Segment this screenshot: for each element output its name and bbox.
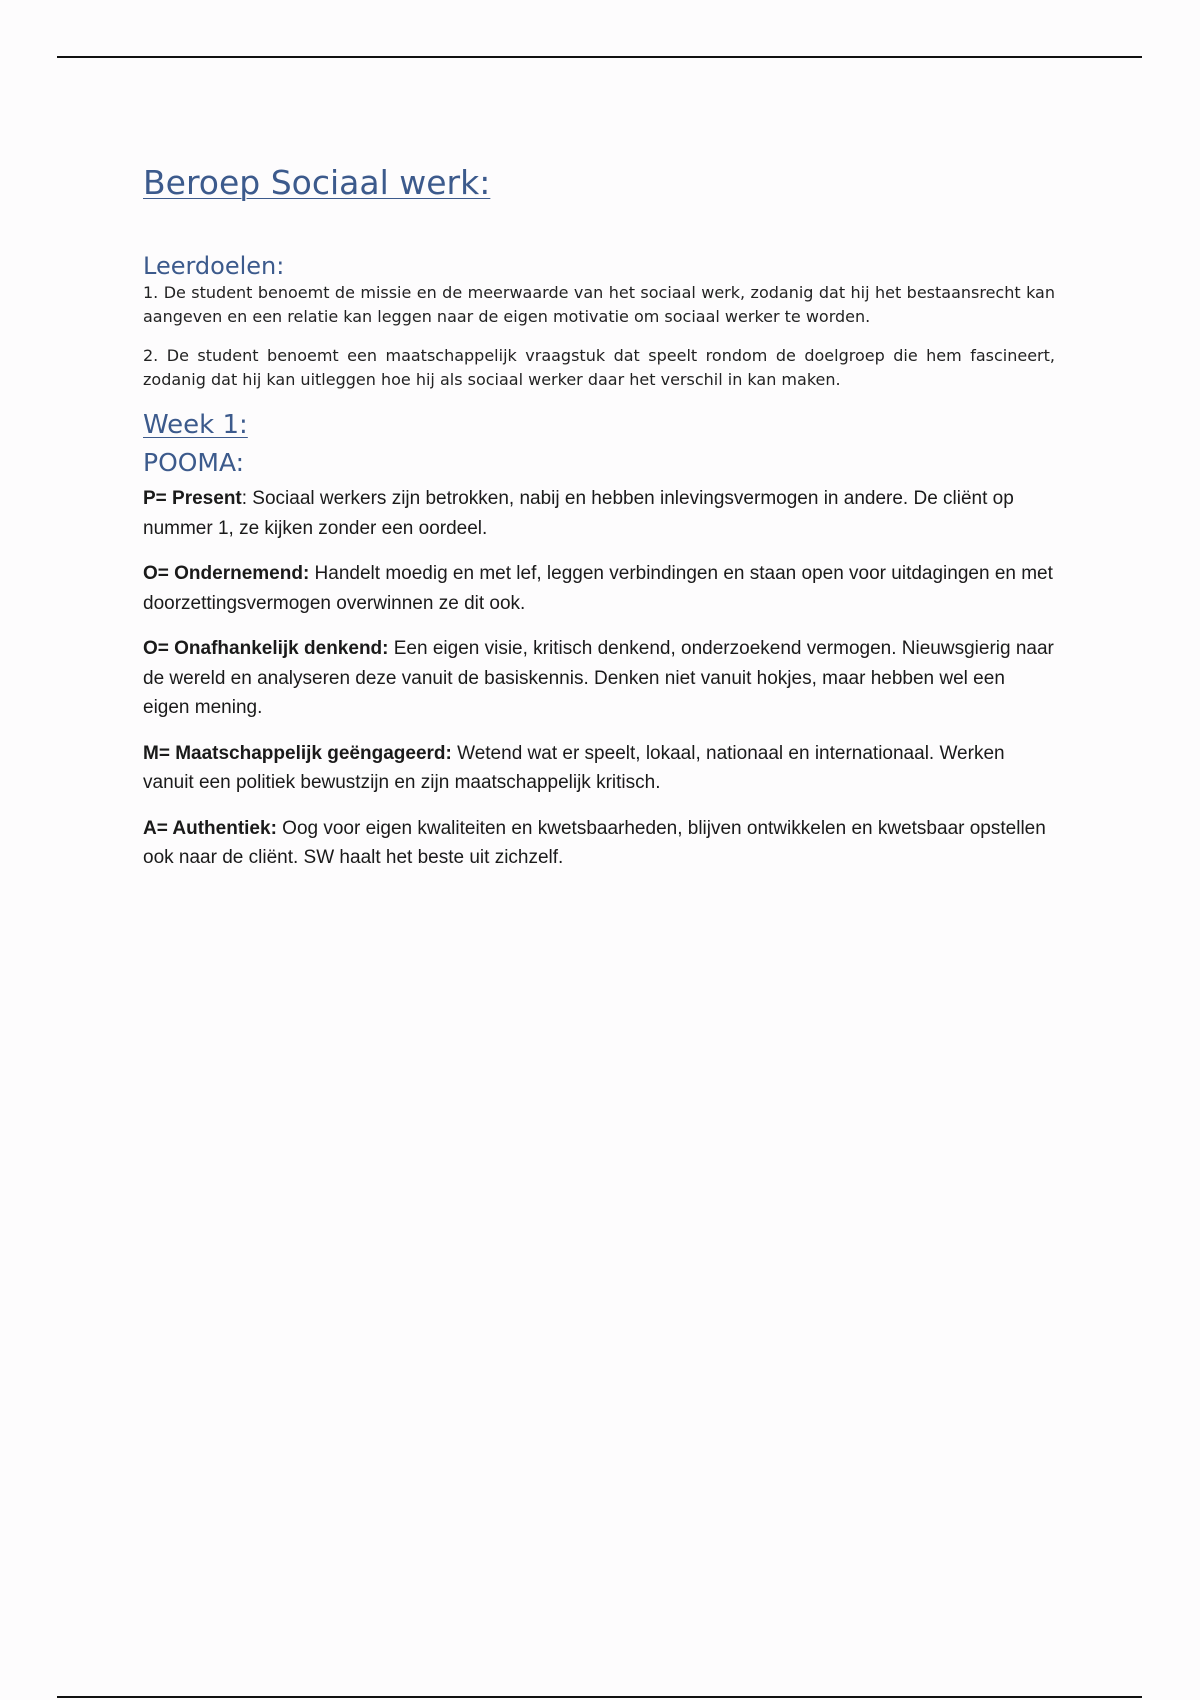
pooma-term: O= Onafhankelijk denkend: <box>143 638 389 659</box>
learning-goal-1: 1. De student benoemt de missie en de meerwaarde van het sociaal werk, zodanig dat hij het bestaansrecht kan aangeven en een relatie kan leggen naar de eigen motivatie om sociaal werker te worden. <box>143 283 1055 326</box>
document-title: Beroep Sociaal werk: <box>143 163 491 202</box>
pooma-term: M= Maatschappelijk geëngageerd: <box>143 742 452 764</box>
pooma-description: : Sociaal werkers zijn betrokken, nabij en hebben inlevingsvermogen in andere. De cliënt op nummer 1, ze kijken zonder een oordeel. <box>143 488 1014 539</box>
learning-goal-2: 2. De student benoemt een maatschappelijk vraagstuk dat speelt rondom de doelgroep die hem fascineert, zodanig dat hij kan uitleggen hoe hij als sociaal werker daar het verschil in kan maken. <box>143 346 1055 389</box>
week-heading: Week 1: <box>143 410 248 440</box>
header-rule <box>57 56 1142 58</box>
pooma-item-present <box>143 484 1055 543</box>
leerdoelen-heading: Leerdoelen: <box>143 252 285 280</box>
pooma-description: Een eigen visie, kritisch denkend, onderzoekend vermogen. Nieuwsgierig naar de wereld en analyseren deze vanuit de basiskennis. Denken niet vanuit hokjes, maar hebben wel een eigen mening. <box>143 638 1054 718</box>
pooma-description: Oog voor eigen kwaliteiten en kwetsbaarheden, blijven ontwikkelen en kwetsbaar opstellen ook naar de cliënt. SW haalt het beste uit zichzelf. <box>143 817 1046 868</box>
pooma-description: Handelt moedig en met lef, leggen verbindingen en staan open voor uitdagingen en met doorzettingsvermogen overwinnen ze dit ook. <box>143 563 1053 614</box>
page-content <box>143 163 1055 873</box>
pooma-item-ondernemend <box>143 559 1055 618</box>
pooma-item-onafhankelijk <box>143 634 1055 723</box>
pooma-item-authentiek <box>143 814 1055 873</box>
footer-rule <box>57 1696 1142 1698</box>
pooma-heading: POOMA: <box>143 448 245 477</box>
pooma-item-maatschappelijk <box>143 739 1055 798</box>
pooma-description: Wetend wat er speelt, lokaal, nationaal en internationaal. Werken vanuit een politiek bewustzijn en zijn maatschappelijk kritisch. <box>143 742 1005 793</box>
pooma-term: A= Authentiek: <box>143 817 277 839</box>
pooma-term: O= Ondernemend: <box>143 563 310 584</box>
pooma-term: P= Present <box>143 488 242 509</box>
